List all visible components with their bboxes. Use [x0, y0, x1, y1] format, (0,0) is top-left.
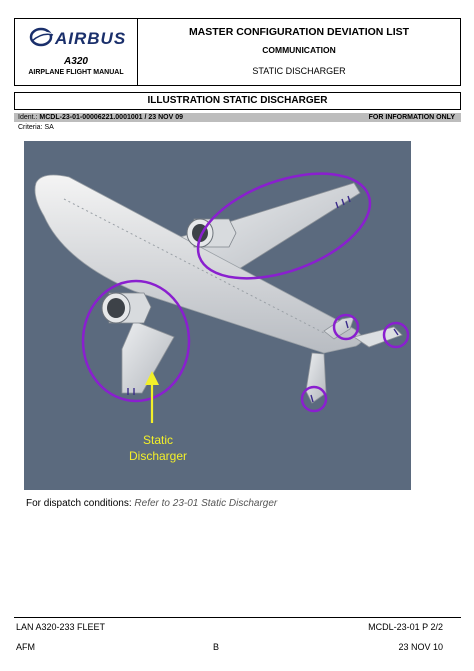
revision: B: [213, 642, 220, 652]
page-footer: [14, 617, 461, 668]
information-note: FOR INFORMATION ONLY: [368, 114, 455, 121]
callout-line-1: Static: [142, 433, 174, 447]
dispatch-conditions: [26, 498, 277, 509]
callout-line-2: Discharger: [128, 449, 188, 463]
aircraft-illustration: [24, 141, 411, 490]
chapter-title: COMMUNICATION: [262, 45, 336, 55]
aircraft-drawing: [24, 141, 411, 490]
fleet: LAN A320-233 FLEET: [16, 622, 106, 632]
page-number: MCDL-23-01 P 2/2: [368, 622, 443, 632]
dispatch-label: For dispatch conditions:: [26, 498, 132, 509]
ident-value: MCDL-23-01-00006221.0001001 / 23 NOV 09: [39, 114, 184, 121]
ident-label: Ident.:: [18, 114, 38, 121]
subject-title: STATIC DISCHARGER: [252, 66, 346, 76]
document-title: MASTER CONFIGURATION DEVIATION LIST: [188, 26, 410, 38]
ident-line: [18, 113, 183, 122]
section-title: ILLUSTRATION STATIC DISCHARGER: [14, 92, 461, 110]
dispatch-reference: Refer to 23-01 Static Discharger: [134, 498, 278, 509]
airbus-logo: [29, 26, 129, 48]
upper-engine: [187, 219, 236, 247]
lower-stabilizer: [306, 353, 326, 403]
footer-date: 23 NOV 10: [398, 642, 443, 652]
lower-engine: [102, 293, 151, 323]
logo-cell: [15, 19, 138, 85]
page-header: [14, 18, 461, 86]
criteria: Criteria: SA: [18, 124, 54, 131]
manual-name: AIRPLANE FLIGHT MANUAL: [28, 69, 124, 76]
aircraft-model: A320: [64, 56, 88, 67]
document-code: AFM: [16, 642, 35, 652]
brand-name: AIRBUS: [55, 29, 127, 48]
airbus-swirl-icon: [29, 26, 55, 48]
ident-bar: [14, 113, 461, 122]
